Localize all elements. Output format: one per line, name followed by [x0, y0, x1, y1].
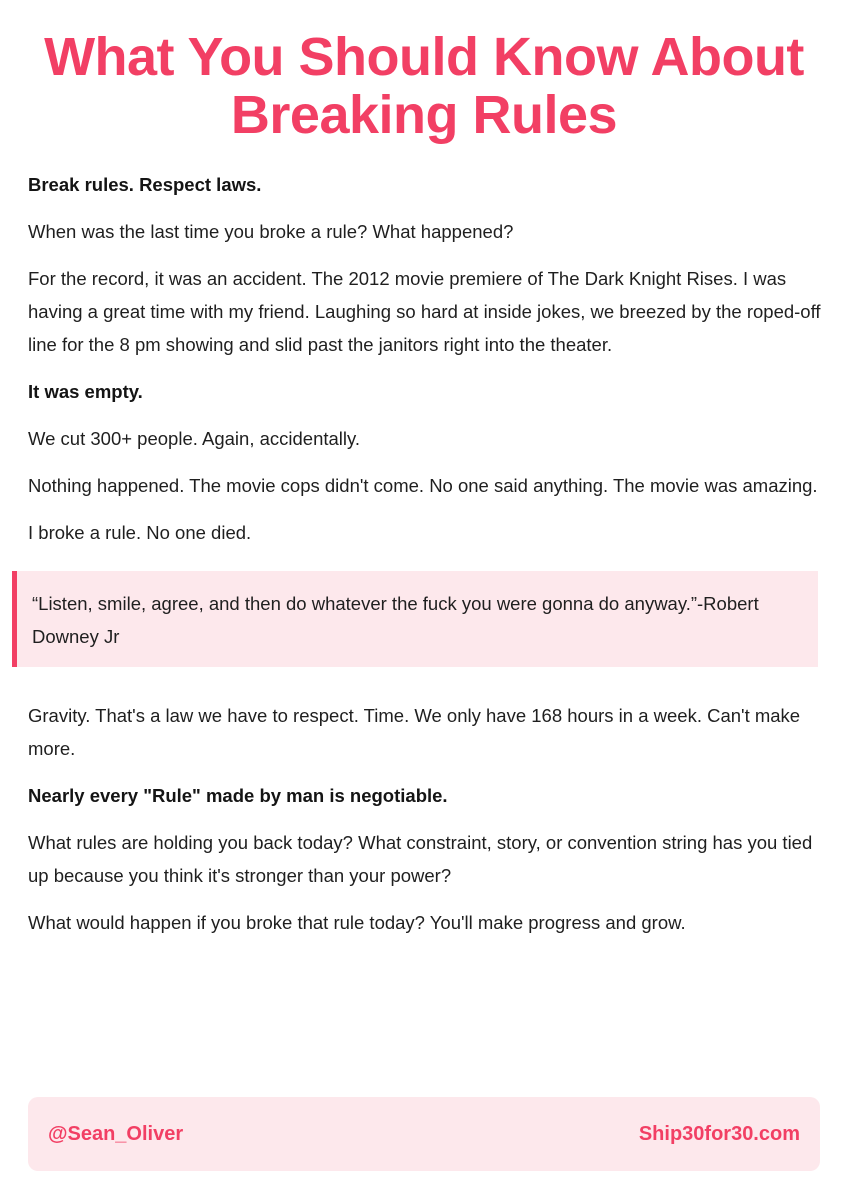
paragraph: I broke a rule. No one died. [28, 522, 252, 543]
website-link[interactable]: Ship30for30.com [638, 1122, 800, 1145]
paragraph: What would happen if you broke that rule today? You'll make progress and grow. [28, 912, 686, 933]
paragraph: We cut 300+ people. Again, accidentally. [28, 428, 361, 449]
bold-statement: Nearly every "Rule" made by man is negotiable. [28, 785, 448, 806]
author-handle-link[interactable]: @Sean_Oliver [48, 1122, 184, 1145]
bold-statement: It was empty. [28, 381, 143, 402]
paragraph: When was the last time you broke a rule? What happened? [28, 221, 514, 242]
lead-heading: Break rules. Respect laws. [28, 174, 262, 195]
paragraph: For the record, it was an accident. The 2012 movie premiere of The Dark Knight Rises. I was having a great time with my friend. Laughing so hard at inside jokes, we breezed by the roped-off line for the 8 pm showing and slid past the janitors right into the theater. [28, 268, 821, 355]
paragraph: What rules are holding you back today? What constraint, story, or convention string has you tied up because you think it's stronger than your power? [28, 832, 813, 886]
paragraph: Gravity. That's a law we have to respect. Time. We only have 168 hours in a week. Can't make more. [28, 705, 801, 759]
footer-bar [28, 1097, 820, 1171]
paragraph: Nothing happened. The movie cops didn't come. No one said anything. The movie was amazing. [28, 475, 818, 496]
page-title: What You Should Know About Breaking Rules [44, 27, 804, 145]
pull-quote: “Listen, smile, agree, and then do whatever the fuck you were gonna do anyway.”-Robert Downey Jr [12, 571, 818, 667]
article-body [28, 168, 828, 953]
